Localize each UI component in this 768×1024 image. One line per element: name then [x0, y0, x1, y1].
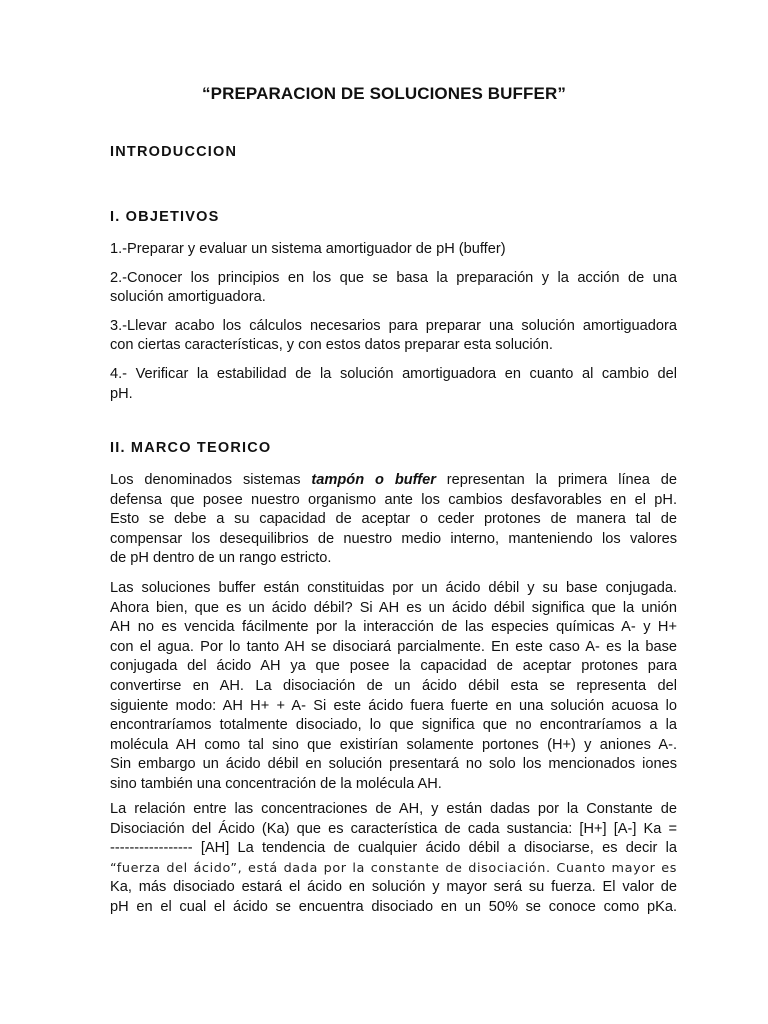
p2-line: Las soluciones buffer están constituidas por un ácido débil y su base conjugada.	[110, 580, 677, 596]
p2-line: con el agua. Por lo tanto AH se disociará parcialmente. En este caso A- es la base	[110, 638, 677, 655]
objetivos-list	[110, 240, 677, 404]
p1-line: defensa que posee nuestro organismo ante los cambios desfavorables en el pH.	[110, 491, 677, 508]
p3-line-1: La relación entre las concentraciones de AH, y están dadas por la Constante de	[110, 801, 677, 817]
p2-line: Ahora bien, que es un ácido débil? Si AH es un ácido débil significa que la unión	[110, 599, 677, 616]
p1-line: compensar los desequilibrios de nuestro medio interno, manteniendo los valores	[110, 530, 677, 547]
heading-objetivos: I. OBJETIVOS	[110, 209, 220, 225]
objetivo-3-line-1: 3.-Llevar acabo los cálculos necesarios para preparar una solución amortiguadora	[110, 317, 677, 334]
paragraph-3	[110, 800, 677, 918]
objetivo-2-line-2: solución amortiguadora.	[110, 289, 266, 306]
paragraph-2	[110, 579, 677, 795]
p1-line: de pH dentro de un rango estricto.	[110, 550, 332, 567]
p2-line: convertirse en AH. La disociación de un ácido débil esta se representa del	[110, 677, 677, 694]
p3-line-3: ----------------- [AH] La tendencia de cualquier ácido débil a disociarse, es decir la	[110, 840, 677, 857]
heading-marco-teorico: II. MARCO TEORICO	[110, 440, 272, 456]
p2-line: encontraríamos totalmente disociado, lo que significa que no encontraríamos a la	[110, 717, 677, 734]
p2-line: conjugada del ácido AH ya que posee la capacidad de aceptar protones para	[110, 658, 677, 675]
p1-line-1: Los denominados sistemas tampón o buffer representan la primera línea de	[110, 472, 677, 488]
objetivo-2-line-1: 2.-Conocer los principios en los que se basa la preparación y la acción de una	[110, 269, 677, 286]
p2-line: Sin embargo un ácido débil en solución presentará no solo los mencionados iones	[110, 756, 677, 773]
p3-line-5: Ka, más disociado estará el ácido en solución y mayor será su fuerza. El valor de	[110, 879, 677, 896]
objetivo-1: 1.-Preparar y evaluar un sistema amortiguador de pH (buffer)	[110, 241, 506, 257]
p1-emphasis: tampón o buffer	[311, 472, 436, 488]
document-title: “PREPARACION DE SOLUCIONES BUFFER”	[202, 84, 566, 103]
paragraph-1	[110, 471, 677, 569]
p2-line: molécula AH como tal sino que existirían solamente portones (H+) y aniones A-.	[110, 736, 677, 753]
objetivo-3-line-2: con ciertas características, y con estos datos preparar esta solución.	[110, 337, 553, 354]
p3-line-4: “fuerza del ácido”, está dada por la constante de disociación. Cuanto mayor es	[110, 860, 677, 876]
p1-line: Esto se debe a su capacidad de aceptar o ceder protones de manera tal de	[110, 511, 677, 528]
objetivo-4-line-1: 4.- Verificar la estabilidad de la solución amortiguadora en cuanto al cambio del	[110, 365, 677, 382]
p3-line-2: Disociación del Ácido (Ka) que es característica de cada sustancia: [H+] [A-] Ka =	[110, 820, 677, 837]
heading-introduccion: INTRODUCCION	[110, 144, 238, 160]
p2-line: AH no es vencida fácilmente por la interacción de las especies químicas A- y H+	[110, 619, 677, 636]
p2-line: sino también una concentración de la molécula AH.	[110, 775, 442, 792]
p3-line-6: pH en el cual el ácido se encuentra disociado en un 50% se conoce como pKa.	[110, 898, 677, 915]
p2-line: siguiente modo: AH H+ + A- Si este ácido fuera fuerte en una solución acuosa lo	[110, 697, 677, 714]
objetivo-4-line-2: pH.	[110, 385, 133, 402]
